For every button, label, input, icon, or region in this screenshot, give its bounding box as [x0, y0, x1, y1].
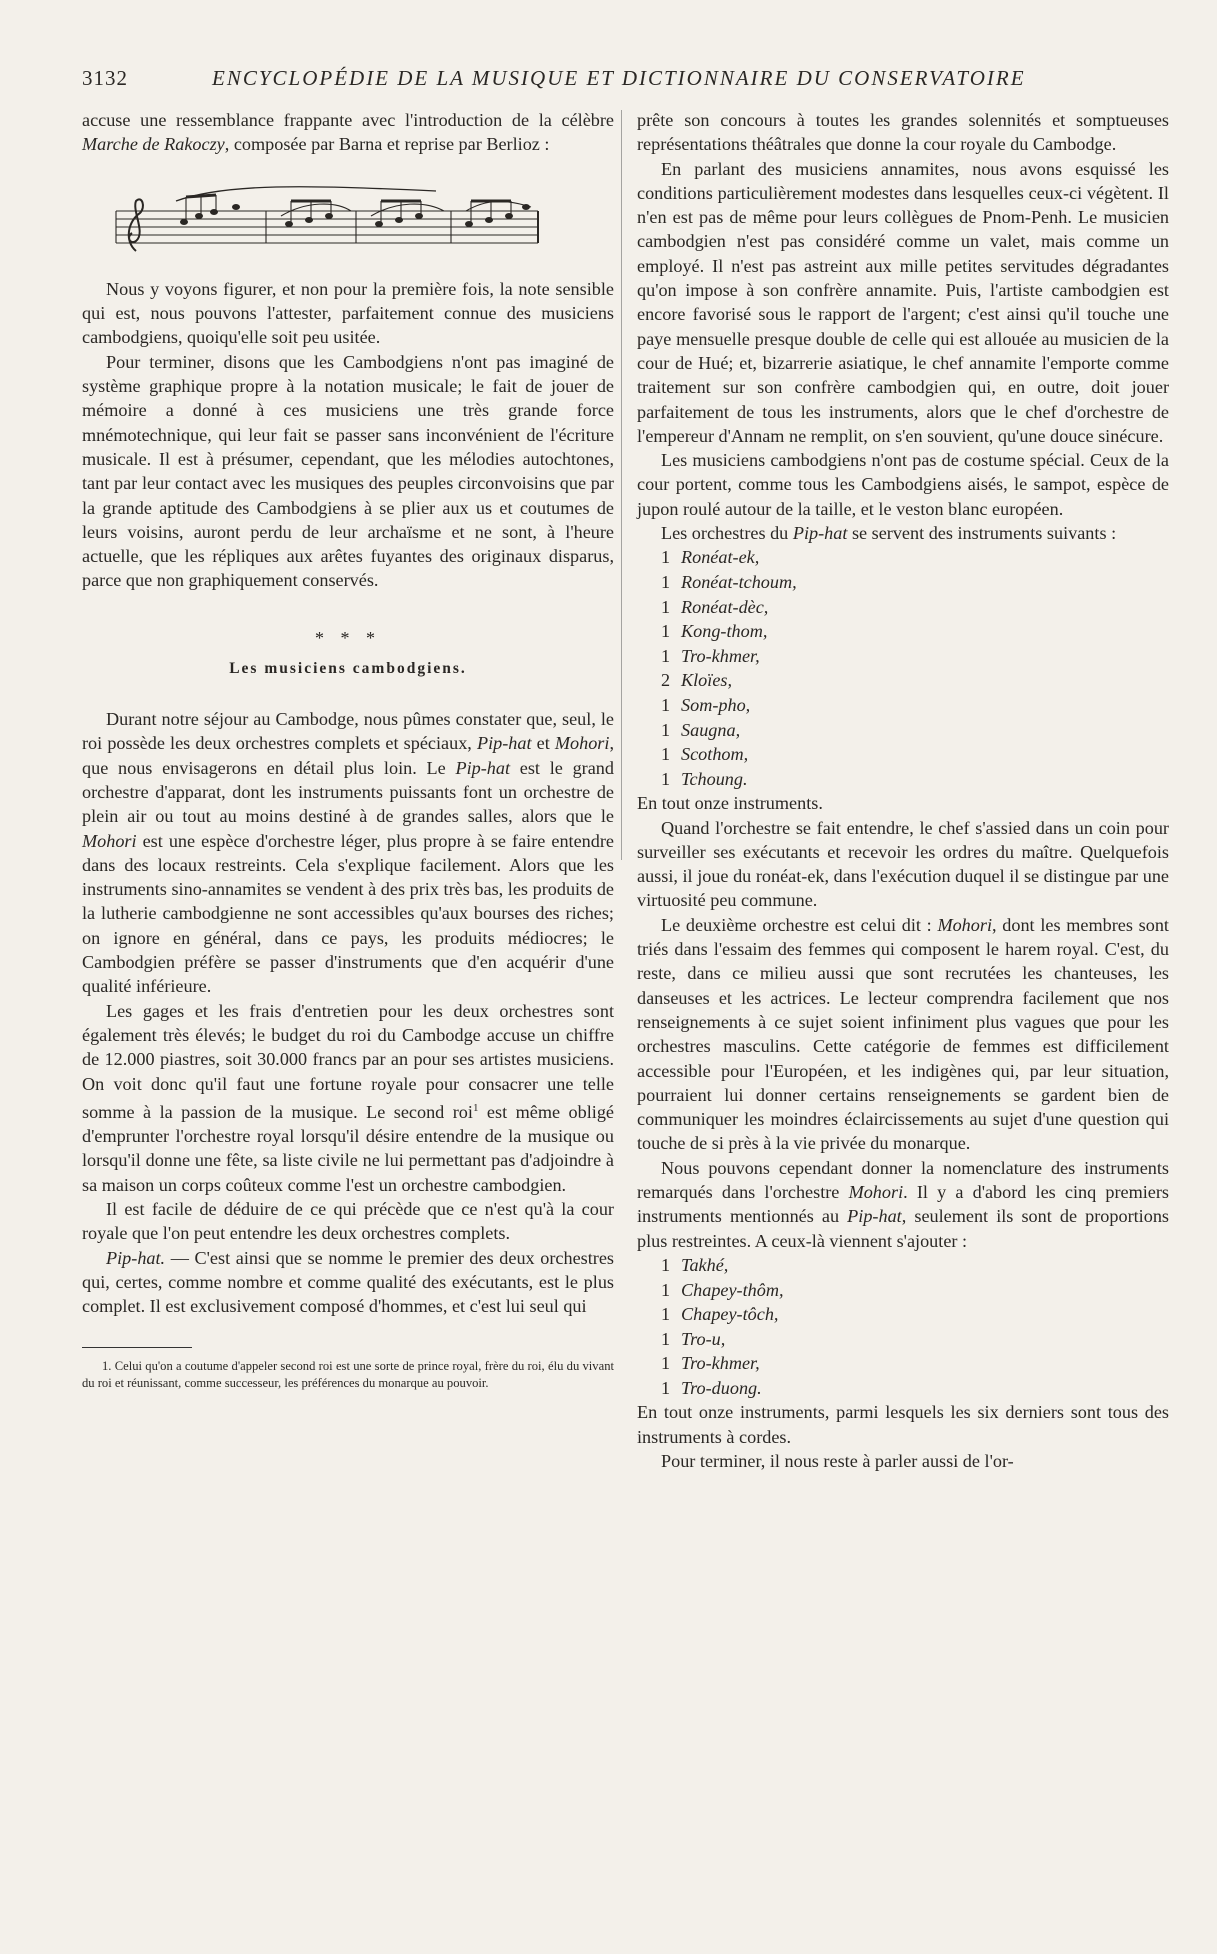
list-item: 1 Ronéat-tchoum,: [661, 571, 797, 592]
list-item: 1 Tchoung.: [661, 768, 748, 789]
footnote-rule: [82, 1347, 192, 1348]
list-item: 1 Takhé,: [661, 1254, 729, 1275]
list-item: 1 Kong-thom,: [661, 621, 768, 642]
list-item: 2 Kloïes,: [661, 670, 733, 691]
running-title: ENCYCLOPÉDIE DE LA MUSIQUE ET DICTIONNAIRE DU CONSERVATOIRE: [212, 66, 1026, 90]
list-item: 1 Chapey-tôch,: [661, 1304, 779, 1325]
list-item: 1 Ronéat-ek,: [661, 547, 760, 568]
instrument-list-pip-hat: [637, 545, 1169, 791]
paragraph: Nous pouvons cependant donner la nomenclature des instruments remarqués dans l'orchestre Mohori. Il y a d'abord les cinq premiers instruments mentionnés au Pip-hat, seulement ils sont de proportions plus restreintes. A ceux-là viennent s'ajouter :: [637, 1157, 1170, 1251]
page-header: [82, 66, 1142, 96]
paragraph: En tout onze instruments, parmi lesquels les six derniers sont tous des instruments à cordes.: [637, 1402, 1169, 1447]
list-item: 1 Scothom,: [661, 744, 749, 765]
paragraph: Les orchestres du Pip-hat se servent des instruments suivants :: [661, 523, 1117, 544]
instrument-list-mohori: [637, 1253, 1169, 1401]
footnote-ref: 1: [472, 1101, 479, 1114]
paragraph: Le deuxième orchestre est celui dit : Mohori, dont les membres sont triés dans l'essaim des femmes qui composent le harem royal. C'est, du reste, dans ce milieu aussi que sont recrutées les chanteuses, les danseuses et les actrices. Le lecteur comprendra facilement que nos renseignements à ce sujet soient infiniment plus vagues que pour les orchestres masculins. Cette catégorie de femmes est difficilement accessible pour l'Européen, et les indigènes qui, par leur situation, pourraient lui donner certains renseignements se gardent bien de communiquer les moindres éclaircissements au sujet d'une question qui touche de si près à la vie privée du monarque.: [637, 914, 1169, 1154]
list-item: 1 Tro-u,: [661, 1328, 726, 1349]
list-item: 1 Tro-khmer,: [661, 645, 760, 666]
section-ornament: * * *: [315, 627, 381, 648]
list-item: 1 Tro-khmer,: [661, 1353, 760, 1374]
list-item: 1 Chapey-thôm,: [661, 1279, 784, 1300]
page-number: 3132: [82, 66, 128, 90]
paragraph: Durant notre séjour au Cambodge, nous pûmes constater que, seul, le roi possède les deux orchestres complets et spéciaux, Pip-hat et Mohori, que nous envisagerons en détail plus loin. Le Pip-hat est le grand orchestre d'apparat, dont les instruments puissants font un orchestre de plein air ou tout au moins destiné à de grandes salles, alors que le Mohori est une espèce d'orchestre léger, plus propre à se faire entendre dans des locaux restreints. Cela s'explique facilement. Alors que les instruments sino-annamites se vendent à des prix très bas, les produits de la lutherie cambodgienne ne sont accessibles qu'aux bourses des riches; on ignore en général, dans ce pays, les produits médiocres; le Cambodgien préfère se passer d'instruments que d'en acquérir d'une qualité inférieure.: [82, 709, 614, 997]
right-column: [637, 108, 1169, 1473]
list-item: 1 Saugna,: [661, 719, 741, 740]
paragraph: accuse une ressemblance frappante avec l'introduction de la célèbre Marche de Rakoczy, composée par Barna et reprise par Berlioz :: [82, 110, 614, 155]
list-item: 1 Tro-duong.: [661, 1377, 762, 1398]
column-divider: [621, 110, 622, 860]
section-heading: Les musiciens cambodgiens.: [229, 659, 467, 677]
paragraph: Pour terminer, disons que les Cambodgiens n'ont pas imaginé de système graphique propre à la notation musicale; le fait de jouer de mémoire a donné à ces musiciens une très grande force mnémotechnique, qui leur fait se passer sans inconvénient de l'écriture musicale. Il est à présumer, cependant, que les mélodies autochtones, tant par leur contact avec les musiques des peuples circonvoisins que par la grande aptitude des Cambodgiens à se plier aux us et coutumes de leurs voisins, auront perdu de leur archaïsme et ne sont, à l'heure actuelle, que les répliques aux arêtes fuyantes des originaux disparus, parce que non graphiquement conservés.: [82, 351, 614, 591]
footnote: 1. Celui qu'on a coutume d'appeler second roi est une sorte de prince royal, frère du roi, élu du vivant du roi et réunissant, comme successeur, les préférences du monarque au pouvoir.: [82, 1358, 614, 1390]
list-item: 1 Ronéat-dèc,: [661, 596, 769, 617]
music-staff-excerpt: [106, 171, 546, 261]
paragraph: Quand l'orchestre se fait entendre, le chef s'assied dans un coin pour surveiller ses exécutants et recevoir les ordres du maître. Quelquefois aussi, il joue du ronéat-ek, dans l'exécution duquel il se distingue par une virtuosité peu commune.: [637, 817, 1169, 911]
paragraph: Il est facile de déduire de ce qui précède que ce n'est qu'à la cour royale que l'on peut entendre les deux orchestres complets.: [82, 1199, 614, 1244]
paragraph: En parlant des musiciens annamites, nous avons esquissé les conditions particulièrement modestes dans lesquelles ceux-ci végètent. Il n'en est pas de même pour leurs collègues de Pnom-Penh. Le musicien cambodgien n'est pas considéré comme un valet, mais comme un employé. Il n'est pas astreint aux mille petites servitudes dégradantes qu'on impose à son confrère annamite. Puis, l'artiste cambodgien est encore favorisé sous le rapport de l'argent; c'est ainsi qu'il touche une paye mensuelle presque double de celle qui est allouée au musicien de la cour de Hué; et, bizarrerie asiatique, le chef annamite l'emporte comme traitement sur son confrère cambodgien qui, en outre, doit jouer parfaitement de tous les instruments, alors que le chef d'orchestre de l'empereur d'Annam ne remplit, on s'en souvient, qu'une douce sinécure.: [637, 158, 1169, 446]
paragraph: prête son concours à toutes les grandes solennités et somptueuses représentations théâtrales que donne la cour royale du Cambodge.: [637, 110, 1169, 155]
paragraph: En tout onze instruments.: [637, 793, 823, 814]
paragraph: Les gages et les frais d'entretien pour les deux orchestres sont également très élevés; le budget du roi du Cambodge accuse un chiffre de 12.000 piastres, soit 30.000 francs par an pour ses artistes musiciens. On voit donc qu'il faut une fortune royale pour consacrer une telle somme à la passion de la musique. Le second roi$^1$ est même obligé d'emprunter l'orchestre royal lorsqu'il désire entendre de la musique ou lorsqu'il donne une fête, sa liste civile ne lui permettant pas d'adjoindre à sa maison un corps coûteux comme l'est un orchestre cambodgien.: [82, 1000, 614, 1195]
list-item: 1 Som-pho,: [661, 694, 751, 715]
paragraph: Les musiciens cambodgiens n'ont pas de costume spécial. Ceux de la cour portent, comme tous les Cambodgiens aisés, le sampot, espèce de jupon roulé autour de la taille, et le veston blanc européen.: [637, 450, 1169, 519]
paragraph: Nous y voyons figurer, et non pour la première fois, la note sensible qui est, nous pouvons l'attester, parfaitement connue des musiciens cambodgiens, quoiqu'elle soit peu usitée.: [82, 278, 614, 348]
left-column: [82, 108, 614, 1392]
paragraph: Pip-hat. — C'est ainsi que se nomme le premier des deux orchestres qui, certes, comme nombre et comme qualité des exécutants, est le plus complet. Il est exclusivement composé d'hommes, et c'est lui seul qui: [82, 1247, 614, 1317]
paragraph: Pour terminer, il nous reste à parler aussi de l'or-: [661, 1451, 1014, 1472]
